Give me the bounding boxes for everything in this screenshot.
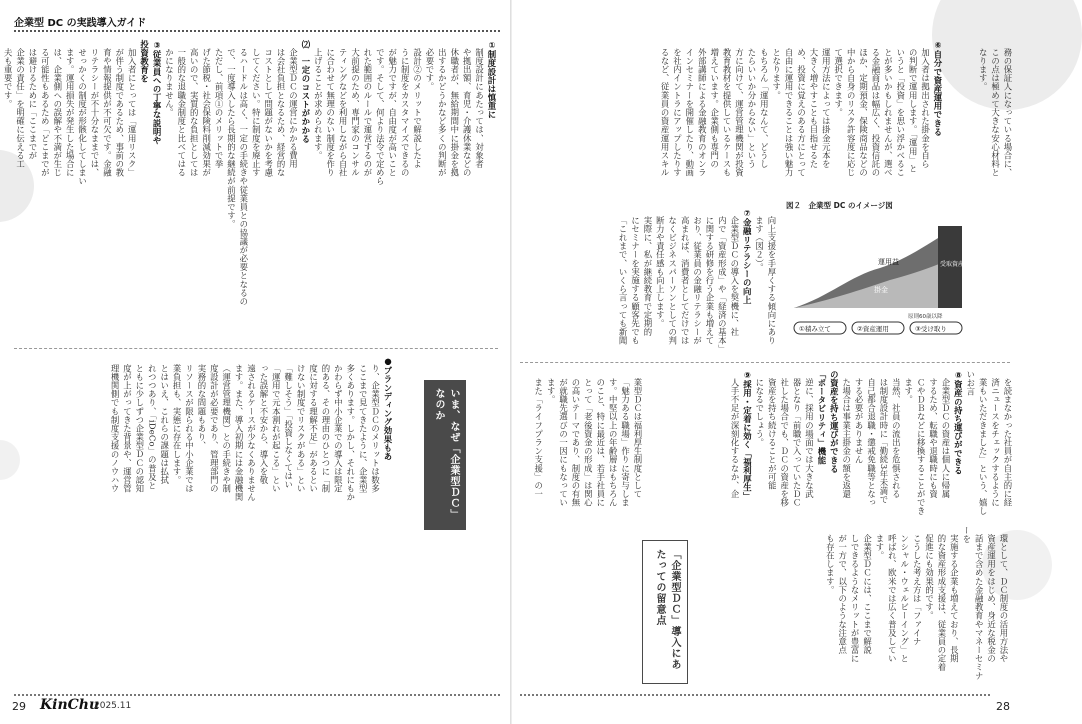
figure-graphic	[790, 216, 970, 336]
body-line: ほか、定期預金、保険商品などの	[858, 48, 869, 178]
figure-caption: 図２ 企業型 DC のイメージ図	[786, 201, 893, 210]
body-line: 企業型ＤＣには、ここまで解説	[862, 534, 873, 655]
body-line: が就職先選びの一因にもなってい	[558, 378, 569, 508]
body-line: た場合は事業主掛金の額を返還	[841, 378, 852, 499]
body-line: も存在します。	[825, 534, 836, 595]
body-line: り、企業型ＤＣのメリットは数多	[370, 364, 381, 494]
body-line: 遠されるケースが少なくありません	[246, 364, 257, 502]
figure-dc-image	[786, 200, 976, 340]
page-header-title: 企業型 DC の実践導入ガイド	[14, 18, 147, 29]
body-line: 企業型ＤＣの運営にかかる費用	[288, 48, 299, 169]
body-line: を社内イントラにアップしたりす	[672, 48, 683, 178]
body-line: ます。	[874, 534, 885, 561]
body-line: 実務的な問題もあり、	[196, 364, 207, 451]
body-line: 業型ＤＣは福利厚生制度として	[633, 378, 643, 499]
section-head-portability: ⑧資産の持ち運びができる	[953, 370, 964, 475]
body-line: 上げることが求められます。	[313, 48, 324, 161]
body-line: インセミナーを開催したり、動画	[684, 48, 695, 178]
body-line: を読まなかった社員が自主的に経	[1003, 378, 1013, 508]
body-line: かになりません。	[164, 48, 175, 118]
body-line: たらいいか分からない」という	[746, 48, 757, 169]
body-line: 「これまで、いくら言っても新聞	[618, 216, 629, 346]
body-line: 夫も重要です。	[3, 48, 14, 109]
section-head-literacy: ⑦金融リテラシーの向上	[742, 208, 753, 305]
step-label-1: ①積み立て	[799, 325, 831, 333]
label-benefit: 受取資産	[940, 261, 965, 268]
body-line: 必要です。	[424, 48, 435, 92]
body-line: 加入者は拠出された掛金を自ら	[920, 48, 931, 169]
article-body-left-upper	[3, 40, 498, 340]
body-line: った誤解と不安から、導入を敬	[258, 364, 269, 485]
body-line: 高いので、実質的な負担としては	[189, 48, 200, 178]
body-line: れた範囲のルールで運営するのが	[362, 48, 373, 178]
body-line: とって「老後資金の形成」は関心	[583, 378, 594, 508]
body-line: 出するかどうかなど多くの判断が	[437, 48, 448, 178]
article-body-right-lower	[652, 370, 1014, 520]
body-line: の判断で運用します。「運用」と	[908, 48, 919, 174]
body-line: 一般的な退職金制度と比べてはる	[176, 48, 187, 178]
section-head-branding: ●ブランディング効果もあ	[383, 356, 393, 461]
body-line: 運用方法によっては掛金元本を	[821, 48, 832, 169]
step-label-3: ③受け取り	[915, 325, 947, 333]
body-line: なります。	[978, 48, 989, 92]
body-line: となります。	[771, 48, 782, 100]
body-line: で、一度導入したら長期的な継続が前提です。	[226, 48, 237, 229]
body-line: になるでしょう。	[754, 378, 765, 448]
section-head-recruit: ⑨採用・定着に効く「福利厚生」	[742, 370, 753, 501]
body-line: するため、転職や退職時にも資	[928, 378, 939, 499]
body-line: せっかくの制度が形骸化してしまい	[77, 48, 88, 186]
body-line: が魅力ですが、自由度が高いこと	[387, 48, 398, 178]
body-line: 実際に、私が継続教育で定期的	[642, 216, 653, 337]
body-line: 教育教材を提供しているケースも	[722, 48, 733, 178]
body-line: また「ライフプラン支援」の一	[533, 378, 544, 499]
body-line: ます。運用損失が発生した場合に	[65, 48, 76, 178]
body-line: す。中堅以上の年齢層はもちろん	[608, 378, 619, 508]
body-line: ます（図２）。	[754, 216, 765, 273]
body-line: 加入者にとっては「運用リスク」	[127, 48, 138, 178]
body-line: の高いテーマであり、制度の有無	[570, 378, 581, 508]
body-line: してください。特に制度を廃止す	[251, 48, 262, 178]
body-line: なくビジネスパーソンとしての判	[667, 216, 678, 346]
body-line: 度に対する理解不足」があるとい	[308, 364, 319, 494]
body-line: もちろん「運用なんて、どうし	[759, 48, 770, 169]
body-line: 促進にも効果的です。	[924, 534, 935, 621]
body-line: に合わせて無理のない制度を作り	[325, 48, 336, 178]
body-line: のこと、特に最近は、若手社員に	[595, 378, 606, 508]
body-line: 自己都合退職・懲戒免職等となっ	[866, 378, 877, 508]
body-line: 外部講師による金融教育のオンラ	[697, 48, 708, 178]
section-head-explain-2: 投資教育を	[139, 40, 150, 83]
body-line: るなど、従業員の資産運用スキル	[660, 48, 671, 178]
body-line: が一方で、以下のような注意点	[837, 534, 848, 655]
body-line: ティングなどを利用しながら自社	[338, 48, 349, 178]
article-body-right-upper	[618, 40, 944, 200]
body-line: 増えています。企業側も専門の	[709, 48, 720, 169]
body-line: 社した場合でも、ＤＣの資産を移	[779, 378, 790, 508]
body-line: 向上支援を手厚くする傾向にあり	[767, 216, 777, 346]
body-line: 大前提のため、専門家のコンサル	[350, 48, 361, 178]
body-line: 多くあります。しかし、それにもか	[345, 364, 356, 502]
body-line: 資産を持ち続けることが可能	[767, 378, 778, 491]
section-head-cost: ⑵ 一定のコストがかかる	[300, 40, 311, 144]
body-line: が伴う制度であるため、事前の教	[114, 48, 125, 178]
body-line: 「魅力ある職場」作りに寄与しま	[620, 378, 631, 508]
body-line: 済ニュースをチェックするように	[990, 378, 1001, 508]
footer-rule	[14, 694, 500, 696]
section-headline-why-dc: いま、なぜ「企業型ＤＣ」なのか	[424, 380, 466, 530]
body-line: 設計②のメリットで解説したよ	[412, 48, 423, 169]
left-page	[0, 0, 512, 724]
article-body-right-lower-left	[520, 370, 644, 520]
body-line: ンシャル・ウェルビーイング」と	[899, 534, 910, 664]
body-line: 理機関側でも制度支援のノウハウ	[110, 364, 121, 494]
header-rule	[14, 30, 500, 32]
body-line: 業負担も、実態に存在します。	[172, 364, 183, 485]
article-body-right-bottom	[520, 526, 1010, 686]
right-page	[512, 0, 1024, 724]
body-line: リテラシーが不十分なままでは、	[90, 48, 100, 178]
article-body-right-top	[950, 40, 1014, 200]
body-line: 度が上がってきた背景や、運営管	[122, 364, 133, 494]
label-contribution: 掛金	[874, 286, 888, 294]
body-line: 的ある、その理由のひとつに「制	[320, 364, 331, 494]
body-line: は制度設計時に「勤続3年未満で	[878, 378, 889, 505]
article-body-left-lower	[14, 356, 394, 686]
section-head-explain: ③従業員への丁寧な説明や	[152, 40, 163, 145]
body-line: 企業の責任」を明確に伝える工	[15, 48, 26, 169]
body-line: 逆に、採用の場面では大きな武	[804, 378, 815, 499]
body-line: こうした考え方は「ファイナ	[912, 534, 923, 647]
body-line: 育や情報提供が不可欠です。金融	[102, 48, 113, 178]
body-line: に関する研修を行う企業も増えて	[704, 216, 715, 346]
column-divider	[520, 362, 1010, 363]
body-line: 断力や責任感も向上します。	[655, 216, 666, 329]
body-line: コストとして問題がないかを考慮	[263, 48, 274, 178]
body-line: 務の保証人になっている場合に、	[1003, 48, 1013, 178]
section-headline-cautions: 「企業型ＤＣ」導入にあたっての留意点	[642, 540, 688, 684]
body-line: 呼ばれ、欧米では広く普及してい	[887, 534, 898, 664]
body-line: 話まで含めた金融教育やマネーセミナーを	[961, 526, 985, 681]
body-line: ます。また、導入初期には金融機関	[234, 364, 245, 502]
body-line: 休職者が、無給期間中に掛金を拠	[449, 48, 460, 178]
body-line: は避けるために「ここまでが	[27, 48, 38, 161]
body-line: とはいえ、これらの課題は払拭	[159, 364, 170, 485]
body-line: 高まれば、消費者としてだけでは	[680, 216, 691, 346]
label-profit: 運用益	[878, 258, 899, 266]
body-line: るハードルは高く、一定の手続きや従業員との協議が必要となるの	[238, 48, 249, 307]
body-line: 業もいただきました」という、嬉しいお言	[965, 370, 989, 516]
body-line: ＣやＤＢなどに移換することができ	[916, 378, 927, 516]
page-number-left: 29	[12, 700, 26, 713]
body-line: 中から自身のリスク許容度に応じ	[846, 48, 857, 178]
body-line: ます。	[903, 378, 914, 405]
body-line: にセミナーを実施する顧客先でも	[630, 216, 641, 346]
body-line: とが多いかもしれませんが、選べ	[883, 48, 894, 178]
body-line: けない制度でリスクがある」とい	[296, 364, 307, 494]
body-line: め、投資に覚えのある方にとって	[796, 48, 807, 178]
body-line: 当然、社員の流出を危惧される	[891, 378, 902, 499]
body-line: 内で「資産形成」や「経済の基本」	[717, 216, 728, 354]
body-line: 人手不足が深刻化するなか、企	[730, 378, 741, 499]
body-line: おり、従業員の金融リテラシーが	[692, 216, 703, 346]
body-line: は、企業側への誤解や不満が生じ	[52, 48, 63, 178]
body-line: です。そして、何より法令で定めら	[375, 48, 386, 186]
body-line: て選択できます。	[833, 48, 844, 118]
body-line: や拠出額、育児・介護休業などの	[462, 48, 473, 178]
body-line: 制度設計にあたっては、対象者	[474, 48, 485, 169]
body-line: 方に向けて、運営管理機関が投資	[734, 48, 745, 178]
body-line: 度設計が必要であり、管理部門の	[209, 364, 220, 494]
body-line: リソースが限られる中小企業では	[184, 364, 195, 494]
body-line: する必要がありません	[854, 378, 865, 465]
body-line	[0, 40, 2, 340]
body-line: この点は極めて大きな安心材料と	[990, 48, 1001, 178]
section-head-portability-2: の資産を持ち運びができる	[829, 370, 840, 474]
section-head-design: ①制度設計は慎重に	[487, 40, 497, 119]
step-label-2: ②資産運用	[857, 325, 889, 333]
body-line: 資産運用をはじめ、身近な税金の	[986, 534, 997, 664]
section-head-own-invest: ⑥自分で資産運用できる	[933, 40, 943, 137]
body-line: 大きく増やすことも目指せるた	[808, 48, 819, 169]
body-line: 「難しそう」「投資しなくてはい	[283, 364, 294, 490]
body-line: 器となり「前職で入っていたＤＣ	[792, 378, 803, 508]
body-line: うに制度をカスタマイズできるの	[400, 48, 411, 178]
body-line: 企業型ＤＣの導入を契機に、社	[729, 216, 740, 337]
body-line: れつつあり、「iDeCo」の普及と	[147, 364, 158, 491]
body-line: る金融商品は幅広く、投資信託の	[870, 48, 881, 178]
body-line: かわらず中小企業での導入は限定	[333, 364, 344, 494]
body-line: 自由に運用できることは強い魅力	[784, 48, 795, 178]
body-line: 実施する企業も増えており、長期	[949, 534, 960, 664]
article-body-right-middle	[618, 208, 778, 358]
body-line: いうと「投資」を思い浮かべるこ	[895, 48, 906, 178]
body-line: ともに少しずつ企業型ＤＣの認知	[134, 364, 145, 494]
body-line: （運営管理機関）との手続きや制	[221, 364, 232, 494]
body-line: げた節税・社会保険料削減効果が	[201, 48, 212, 178]
body-line: 「運用で元本割れが起こる」とい	[271, 364, 282, 494]
footer-rule	[520, 694, 990, 696]
body-line: ここまで見てきたように、企業型	[358, 364, 369, 494]
column-divider	[14, 348, 498, 349]
section-head-portability-3: 「ポータビリティ」機能	[816, 370, 827, 465]
body-line: は会社負担となるため、経営的な	[276, 48, 287, 178]
body-line: 環として、ＤＣ制度の活用方法や	[999, 534, 1009, 664]
body-line: しできるようなメリットが豊富に	[850, 534, 861, 664]
label-age-note: 原則60歳以降	[908, 314, 943, 320]
magazine-brand: KinChu	[40, 697, 100, 713]
body-line: る可能性もあるため「どこまでが	[40, 48, 51, 178]
page-number-right: 28	[996, 700, 1010, 713]
body-line: 的な資産形成支援は、従業員の定着	[936, 534, 947, 672]
issue-date: 2025.11	[94, 701, 132, 711]
body-line: ます。	[546, 378, 557, 405]
body-line: 企業型ＤＣの資産は個人に帰属	[940, 378, 951, 499]
body-line: ただし、前項①のメリットで挙	[214, 48, 225, 169]
